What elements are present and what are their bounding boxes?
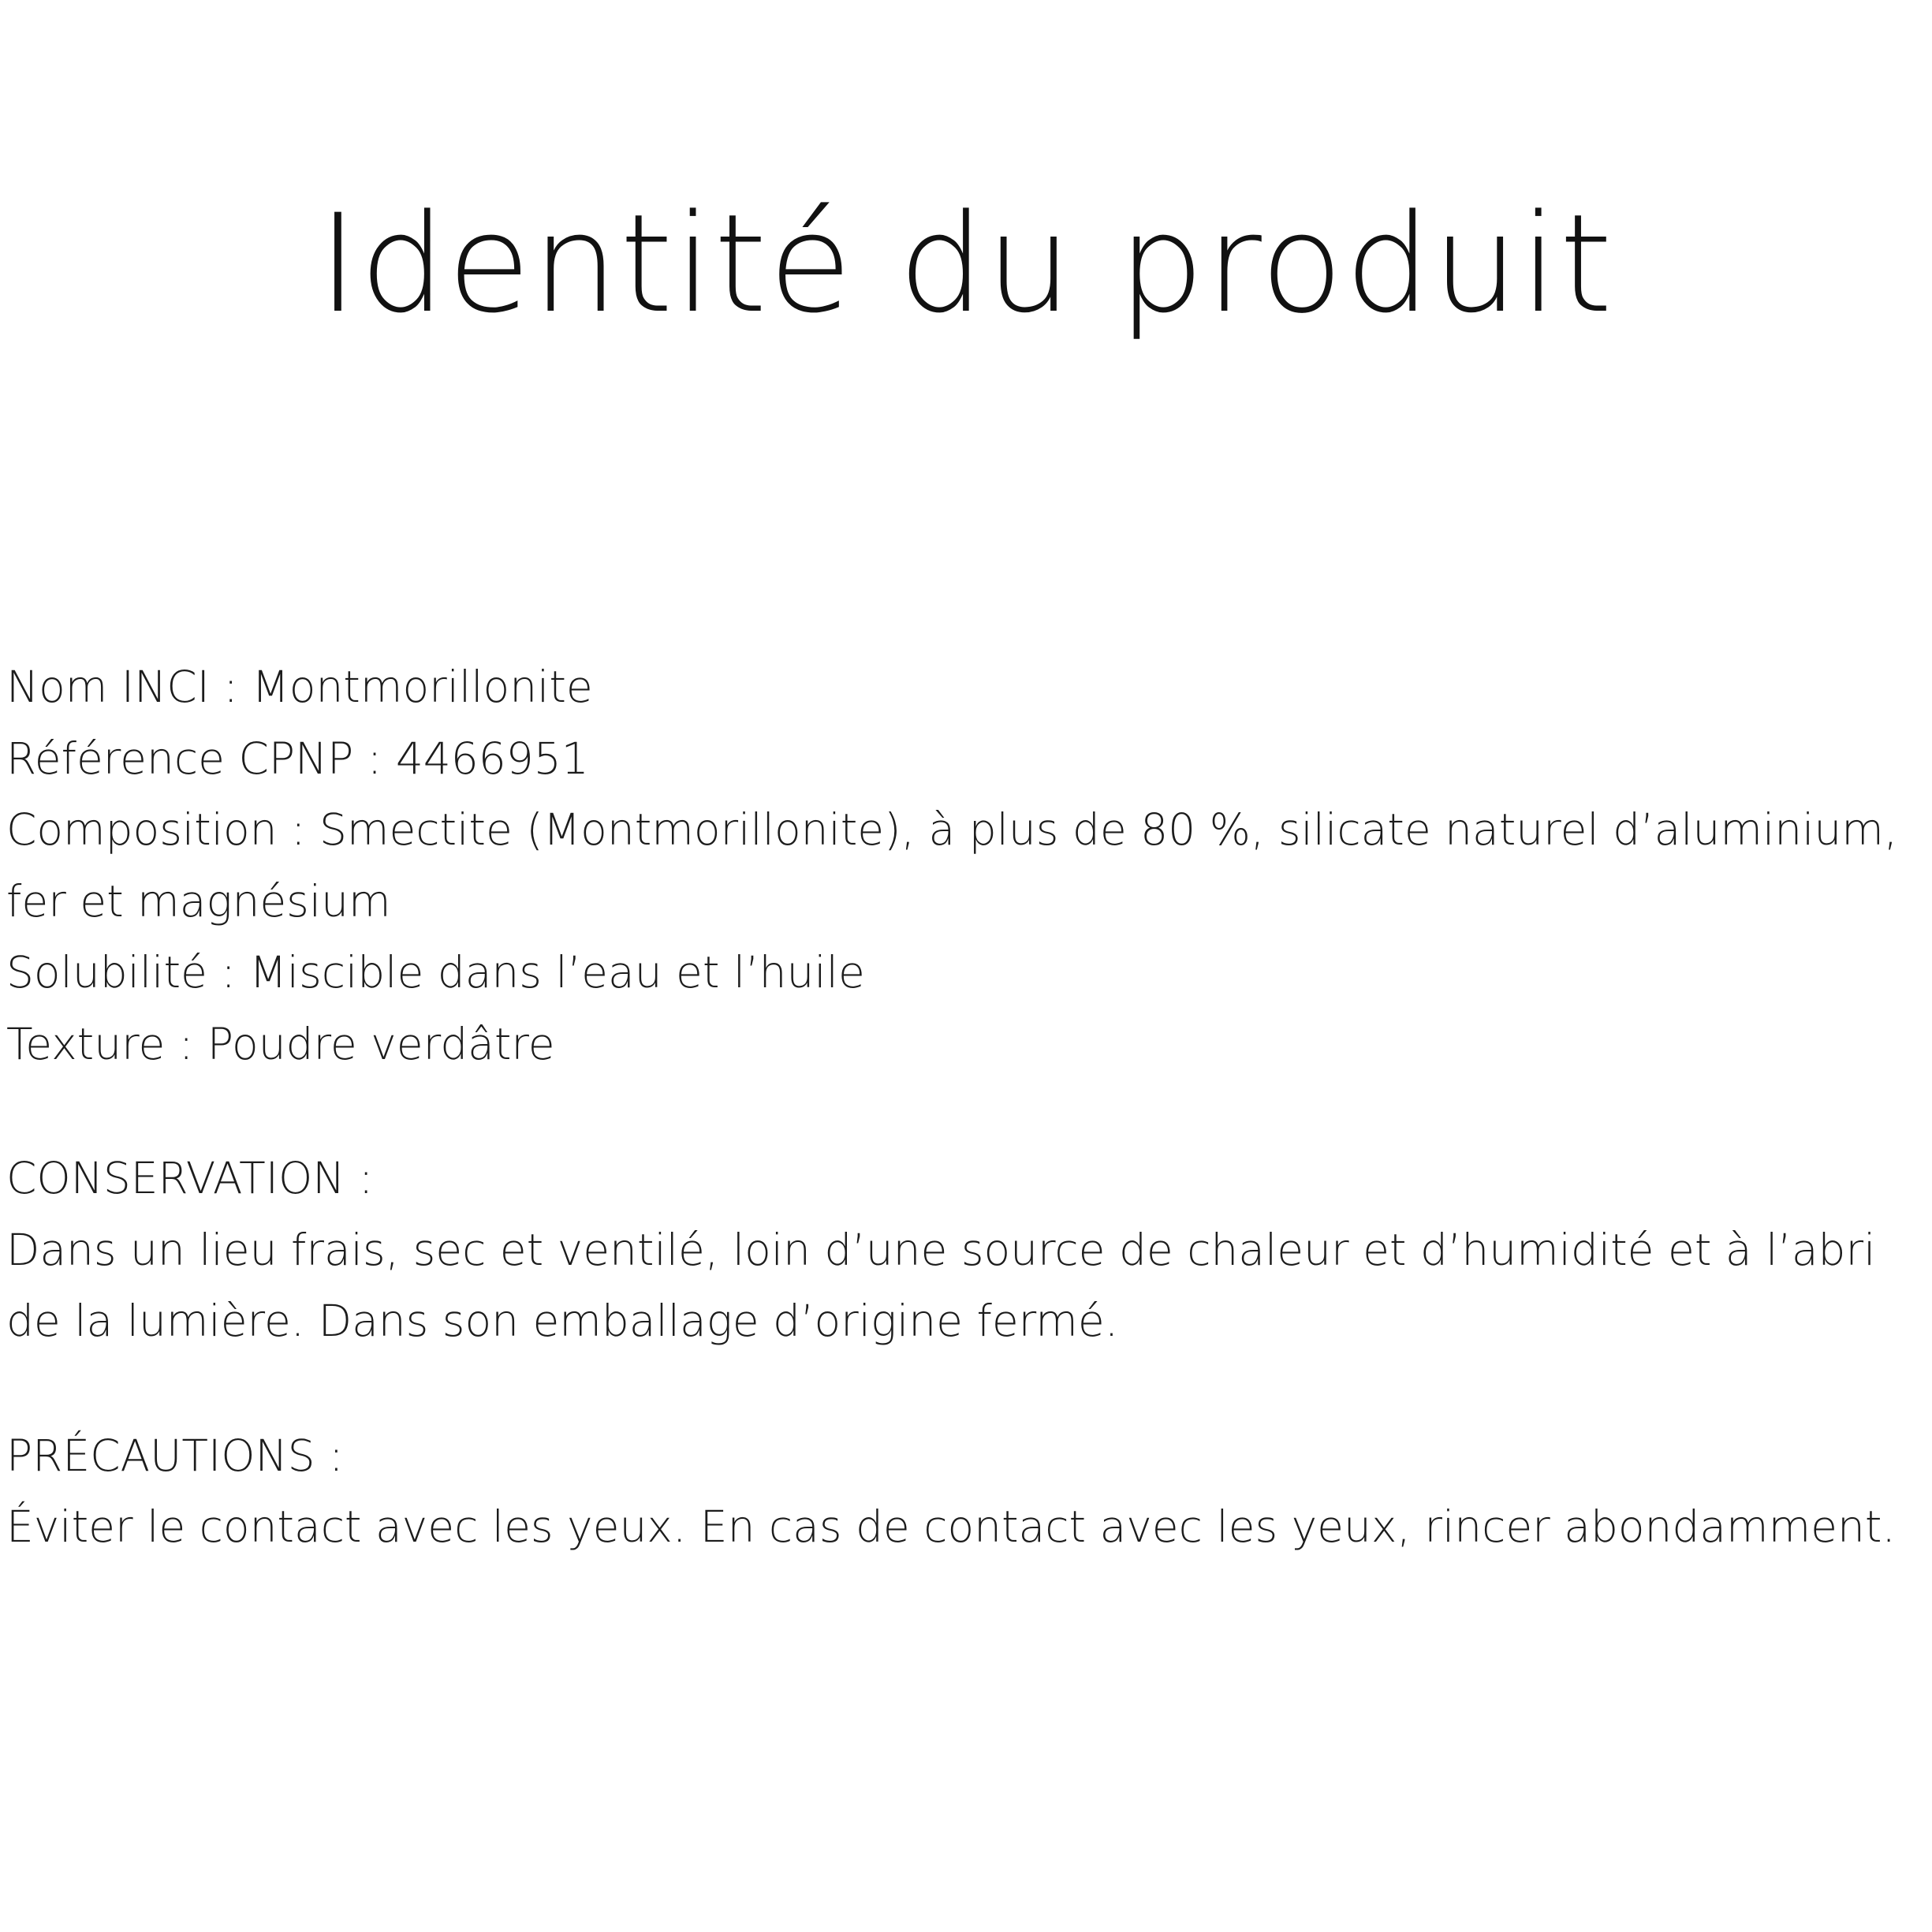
conservation-heading: CONSERVATION : xyxy=(6,1153,374,1203)
inci-name: Nom INCI : Montmorillonite xyxy=(6,662,593,712)
product-details xyxy=(6,651,1923,1563)
section-spacer xyxy=(6,1357,1923,1420)
precautions-heading: PRÉCAUTIONS : xyxy=(6,1430,344,1481)
solubility: Solubilité : Miscible dans l’eau et l’huile xyxy=(6,947,865,998)
precautions-text: Éviter le contact avec les yeux. En cas de contact avec les yeux, rincer abondamment. xyxy=(6,1501,1896,1552)
section-spacer xyxy=(6,1080,1923,1143)
composition: Composition : Smectite (Montmorillonite), à plus de 80 %, silicate naturel d’aluminium, fer et magnésium xyxy=(6,804,1898,927)
texture: Texture : Poudre verdâtre xyxy=(6,1018,555,1069)
cpnp-reference: Référence CPNP : 4466951 xyxy=(6,733,589,784)
conservation-text: Dans un lieu frais, sec et ventilé, loin d’une source de chaleur et d’humidité et à l’abri de la lumière. Dans son emballage d’origine fermé. xyxy=(6,1224,1876,1346)
page-title: Identité du produit xyxy=(318,185,1614,343)
